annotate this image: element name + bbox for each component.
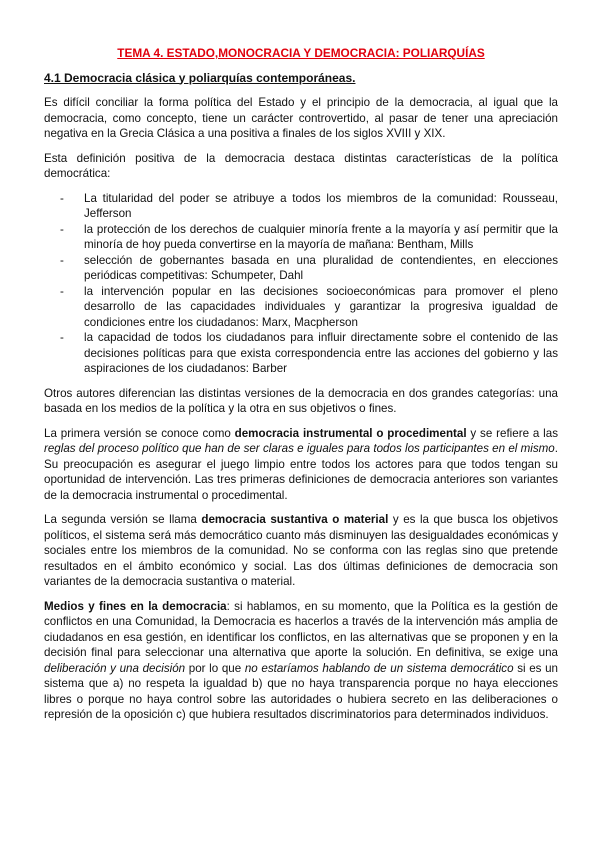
- list-item: [44, 222, 558, 253]
- paragraph-intro: Es difícil conciliar la forma política del Estado y el principio de la democracia, al igual que la democracia, como concepto, tiene un carácter controvertido, al pasar de tener una apreciación negativa en la Grecia Clásica a una positiva a finales de los siglos XVIII y XIX.: [44, 96, 558, 140]
- emphasis-not-democratic: no estaríamos hablando de un sistema democrático: [244, 661, 514, 675]
- term-substantive: democracia sustantiva o material: [201, 513, 389, 526]
- list-bullet: -: [60, 331, 64, 344]
- list-item-text: la protección de los derechos de cualquier minoría frente a la mayoría y así permitir que la minoría de hoy pueda convertirse en la mayoría de mañana: Bentham, Mills: [84, 222, 558, 251]
- list-bullet: -: [60, 284, 64, 298]
- emphasis-deliberation: deliberación y una decisión: [44, 661, 186, 675]
- list-item: [44, 330, 558, 377]
- emphasis-rules: reglas del proceso político que han de ser claras e iguales para todos los participantes en el mismo: [44, 442, 555, 455]
- text-run: por lo que: [185, 661, 245, 675]
- list-bullet: -: [60, 253, 64, 267]
- list-item: [44, 191, 558, 222]
- text-run: . Su preocupación es asegurar el juego limpio entre todos los actores para que todos tengan su oportunidad de intervención. Las tres primeras definiciones de democracia anteriores son variantes de la democracia instrumental o procedimental.: [44, 442, 558, 502]
- characteristics-list: [44, 191, 558, 377]
- paragraph-definition: Esta definición positiva de la democracia destaca distintas características de la política democrática:: [44, 151, 558, 180]
- text-run: si es un sistema que a) no respeta la igualdad b) que no haya transparencia porque no haya elecciones libres o porque no haya control sobre las autoridades o hubiera secreto en las deliberaciones o represión de la oposición c) que hubiera resultados discriminatorios para determinados individuos.: [44, 661, 558, 721]
- paragraph-instrumental: [44, 426, 558, 504]
- list-bullet: -: [60, 222, 64, 236]
- text-run: La segunda versión se llama: [44, 513, 202, 526]
- list-item: [44, 284, 558, 331]
- document-title: TEMA 4. ESTADO,MONOCRACIA Y DEMOCRACIA: POLIARQUÍAS: [117, 46, 485, 60]
- list-bullet: -: [60, 191, 64, 205]
- text-run: : si hablamos, en su momento, que la Política es la gestión de conflictos en una Comunidad, la Democracia es hacerlos a través de la intervención más amplia de ciudadanos en esa gestión, en identificar los conflictos, en las alternativas que se proponen y en la decisión final para seleccionar una alternativa que aporte la solución. En definitiva, se exige una: [44, 599, 558, 659]
- term-means-ends: Medios y fines en la democracia: [44, 599, 227, 613]
- list-item-text: La titularidad del poder se atribuye a todos los miembros de la comunidad: Rousseau, Jefferson: [84, 191, 558, 220]
- paragraph-categories: Otros autores diferencian las distintas versiones de la democracia en dos grandes categorías: una basada en los medios de la política y la otra en sus objetivos o fines.: [44, 386, 558, 415]
- paragraph-means-ends: [44, 599, 558, 723]
- list-item-text: la capacidad de todos los ciudadanos para influir directamente sobre el contenido de las decisiones políticas para que exista correspondencia entre las acciones del gobierno y las aspiraciones de los ciudadanos: Barber: [84, 331, 558, 375]
- list-item-text: selección de gobernantes basada en una pluralidad de contendientes, en elecciones periódicas competitivas: Schumpeter, Dahl: [84, 253, 558, 282]
- text-run: y se refiere a las: [466, 426, 558, 440]
- list-item: [44, 253, 558, 284]
- term-instrumental: democracia instrumental o procedimental: [234, 426, 467, 440]
- text-run: La primera versión se conoce como: [44, 426, 235, 440]
- paragraph-substantive: [44, 512, 558, 590]
- list-item-text: la intervención popular en las decisiones socioeconómicas para promover el pleno desarrollo de las capacidades individuales y garantizar la progresiva igualdad de condiciones entre los ciudadanos: Marx, Macpherson: [84, 284, 558, 329]
- document-page: [44, 46, 558, 732]
- text-run: y es la que busca los objetivos políticos, el sistema será más democrático cuanto más disminuyen las desigualdades económicas y sociales entre los miembros de la comunidad. No se conforma con las reglas sino que pretende resultados en el ámbito económico y social. Las dos últimas definiciones de democracia son variantes de la democracia sustantiva o material.: [44, 513, 558, 588]
- section-heading: 4.1 Democracia clásica y poliarquías contemporáneas.: [44, 70, 356, 85]
